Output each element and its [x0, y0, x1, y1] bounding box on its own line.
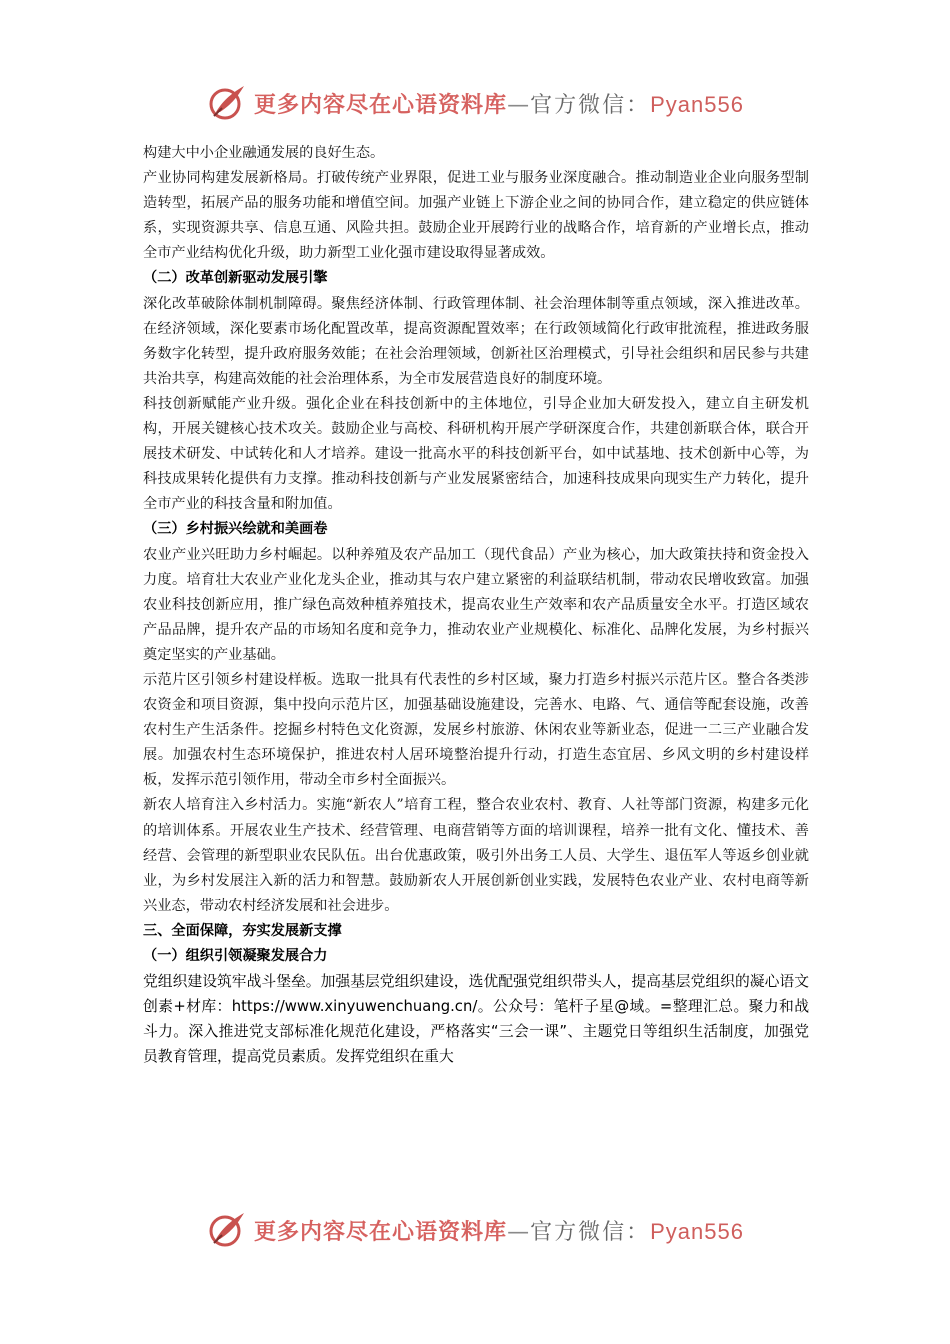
banner-wechat-label: 官方微信： — [530, 92, 651, 118]
banner-text — [254, 1215, 744, 1246]
paragraph: 科技创新赋能产业升级。强化企业在科技创新中的主体地位，引导企业加大研发投入，建立自主研发机构，开展关键核心技术攻关。鼓励企业与高校、科研机构开展产学研深度合作，共建创新联合体，联合开展技术研发、中试转化和人才培养。建设一批高水平的科技创新平台，如中试基地、技术创新中心等，为科技成果转化提供有力支撑。推动科技创新与产业发展紧密结合，加速科技成果向现实生产力转化，提升全市产业的科技含量和附加值。 — [143, 395, 809, 513]
banner-dash: — — [507, 1219, 531, 1245]
chapter-heading: 三、全面保障，夯实发展新支撑 — [143, 922, 342, 939]
section-heading: （一）组织引领凝聚发展合力 — [143, 948, 328, 964]
section-heading: （三）乡村振兴绘就和美画卷 — [143, 521, 328, 538]
paragraph: 构建大中小企业融通发展的良好生态。 — [143, 145, 385, 161]
paragraph: 示范片区引领乡村建设样板。选取一批具有代表性的乡村区域，聚力打造乡村振兴示范片区。整合各类涉农资金和项目资源，集中投向示范片区，加强基础设施建设，完善水、电路、气、通信等配套设施，改善农村生产生活条件。挖掘乡村特色文化资源，发展乡村旅游、休闲农业等新业态，促进一二三产业融合发展。加强农村生态环境保护，推进农村人居环境整治提升行动，打造生态宜居、乡风文明的乡村建设样板，发挥示范引领作用，带动全市乡村全面振兴。 — [143, 671, 809, 789]
paragraph: 农业产业兴旺助力乡村崛起。以种养殖及农产品加工（现代食品）产业为核心，加大政策扶持和资金投入力度。培育壮大农业产业化龙头企业，推动其与农户建立紧密的利益联结机制，带动农民增收致富。加强农业科技创新应用，推广绿色高效种植养殖技术，提高农业生产效率和农产品质量安全水平。打造区域农产品品牌，提升农产品的市场知名度和竞争力，推动农业产业规模化、标准化、品牌化发展，为乡村振兴奠定坚实的产业基础。 — [143, 546, 809, 663]
document-body — [143, 141, 809, 1069]
banner-wechat-id: Pyan556 — [650, 91, 744, 117]
banner-brand: 更多内容尽在心语资料库 — [254, 1219, 508, 1245]
footer-banner — [0, 1205, 950, 1255]
banner-wechat-label: 官方微信： — [530, 1219, 651, 1245]
banner-text — [254, 88, 744, 119]
paragraph: 党组织建设筑牢战斗堡垒。加强基层党组织建设，选优配强党组织带头人，提高基层党组织的凝心语文创素+材库：https://www.xinyuwenchuang.cn/。公众号：笔杆子星@域。=整理汇总。聚力和战斗力。深入推进党支部标准化规范化建设，严格落实“三会一课”、主题党日等组织生活制度，加强党员教育管理，提高党员素质。发挥党组织在重大 — [143, 973, 809, 1066]
banner-brand: 更多内容尽在心语资料库 — [254, 92, 508, 118]
paragraph: 新农人培育注入乡村活力。实施“新农人”培育工程，整合农业农村、教育、人社等部门资源，构建多元化的培训体系。开展农业生产技术、经营管理、电商营销等方面的培训课程，培养一批有文化、懂技术、善经营、会管理的新型职业农民队伍。出台优惠政策，吸引外出务工人员、大学生、退伍军人等返乡创业就业，为乡村发展注入新的活力和智慧。鼓励新农人开展创新创业实践，发展特色农业产业、农村电商等新兴业态，带动农村经济发展和社会进步。 — [143, 797, 809, 914]
quill-logo-icon — [206, 1209, 248, 1251]
paragraph: 深化改革破除体制机制障碍。聚焦经济体制、行政管理体制、社会治理体制等重点领域，深入推进改革。在经济领域，深化要素市场化配置改革，提高资源配置效率；在行政领域简化行政审批流程，推进政务服务数字化转型，提升政府服务效能；在社会治理领域，创新社区治理模式，引导社会组织和居民参与共建共治共享，构建高效能的社会治理体系，为全市发展营造良好的制度环境。 — [143, 295, 809, 387]
section-heading: （二）改革创新驱动发展引擎 — [143, 270, 328, 287]
banner-dash: — — [507, 92, 531, 118]
quill-logo-icon — [206, 82, 248, 124]
banner-wechat-id: Pyan556 — [650, 1218, 744, 1244]
paragraph: 产业协同构建发展新格局。打破传统产业界限，促进工业与服务业深度融合。推动制造业企业向服务型制造转型，拓展产品的服务功能和增值空间。加强产业链上下游企业之间的协同合作，建立稳定的供应链体系，实现资源共享、信息互通、风险共担。鼓励企业开展跨行业的战略合作，培育新的产业增长点，推动全市产业结构优化升级，助力新型工业化强市建设取得显著成效。 — [143, 170, 809, 262]
header-banner — [0, 78, 950, 128]
